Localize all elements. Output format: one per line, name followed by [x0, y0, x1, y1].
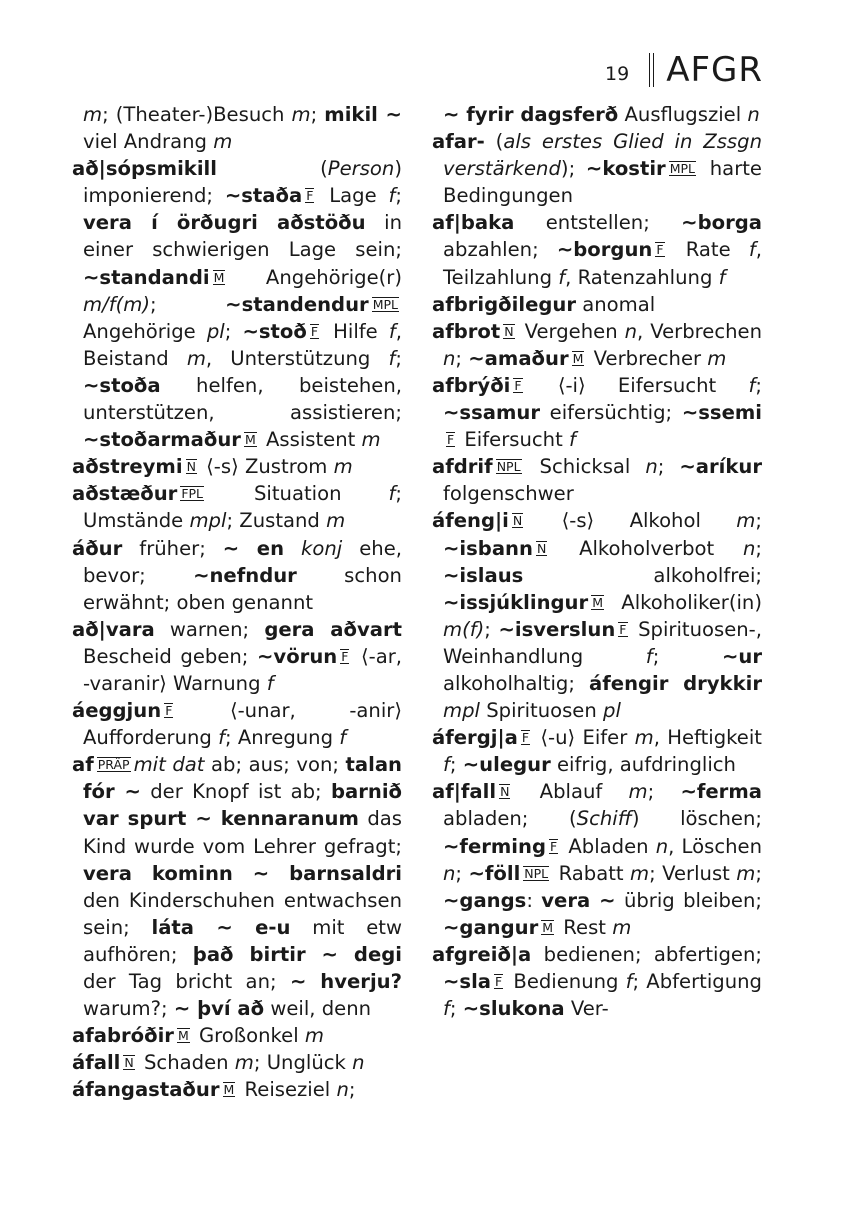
grammar-label: m(f) — [443, 617, 485, 641]
translation-text: ; — [484, 617, 499, 641]
grammar-label: n — [624, 319, 638, 343]
icelandic-phrase: láta ~ e-u — [151, 915, 291, 939]
translation-text: ; — [755, 536, 762, 560]
translation-text: ); — [560, 157, 586, 181]
icelandic-phrase: gera aðvart — [264, 617, 402, 641]
gender-marker: F — [521, 730, 530, 746]
translation-text: abladen; ( — [443, 807, 577, 831]
translation-text: Schaden — [137, 1051, 235, 1075]
grammar-label: f — [645, 644, 653, 668]
icelandic-phrase: ~ hverju? — [289, 970, 402, 993]
translation-text: Situation — [207, 482, 389, 506]
grammar-label: m — [234, 1051, 254, 1075]
grammar-label: f — [266, 671, 274, 695]
translation-text: ( — [484, 130, 504, 154]
translation-text: folgenschwer — [443, 482, 574, 506]
gender-marker: F — [619, 621, 627, 637]
headword: afgreið|a — [432, 942, 532, 966]
translation-text: Lage — [317, 184, 389, 208]
gender-marker: F — [656, 242, 664, 258]
headword: áeggjun — [72, 699, 162, 723]
dictionary-entry — [432, 453, 762, 507]
grammar-label: m — [736, 509, 756, 533]
grammar-label: f — [388, 319, 396, 343]
grammar-label: m — [186, 346, 206, 370]
translation-text: harte Bedingungen — [443, 157, 762, 208]
grammar-label: m — [291, 103, 311, 126]
grammar-label: f — [218, 726, 225, 750]
gender-marker: F — [447, 432, 455, 448]
headword: áfangastaður — [72, 1078, 220, 1102]
grammar-label: als erstes Glied in Zssgn verstärkend — [443, 130, 762, 181]
translation-text: Hilfe — [322, 319, 389, 343]
headword: afbrot — [432, 319, 501, 343]
translation-text: Reiseziel — [238, 1078, 337, 1102]
translation-text: ⟨-unar, -anir⟩ Aufforderung — [83, 699, 402, 750]
headword: af|baka — [432, 211, 515, 235]
icelandic-phrase: ~islaus — [443, 563, 524, 587]
grammar-label: m — [361, 428, 381, 452]
translation-text: Großonkel — [192, 1024, 305, 1048]
gender-marker: F — [550, 838, 558, 854]
headword: afbrigðilegur — [432, 292, 576, 316]
gender-marker: N — [504, 323, 514, 339]
dictionary-entry — [72, 155, 402, 453]
translation-text: abzahlen; — [443, 238, 557, 262]
translation-text: viel Andrang — [83, 130, 214, 154]
translation-text: ; — [755, 509, 762, 533]
translation-text: alkoholfrei; — [523, 563, 762, 587]
dictionary-entry — [72, 453, 402, 480]
icelandic-phrase: ~issjúklingur — [443, 590, 589, 614]
icelandic-phrase: ~ferming — [443, 834, 547, 858]
icelandic-phrase: það birtir ~ degi — [192, 942, 402, 966]
translation-text: alkoholhaltig; — [443, 671, 590, 695]
grammar-label: f — [748, 238, 756, 262]
gender-marker: FPL — [181, 486, 204, 502]
gender-marker: F — [341, 648, 349, 664]
translation-text: , Heftigkeit — [653, 726, 762, 750]
translation-text: ; — [149, 292, 226, 316]
translation-text: ⟨-i⟩ Eifersucht — [525, 373, 749, 397]
grammar-label: n — [443, 346, 456, 370]
icelandic-phrase: barnið var spurt ~ kennaranum — [83, 780, 402, 831]
icelandic-phrase: ~kostir — [585, 157, 666, 181]
grammar-label: n — [655, 834, 669, 858]
icelandic-phrase: ~ferma — [680, 780, 762, 804]
grammar-label: m — [628, 780, 648, 804]
dictionary-entry — [72, 751, 402, 1022]
translation-text: helfen, beistehen, unterstützen, assistieren; — [83, 373, 402, 425]
gender-marker: N — [500, 784, 510, 800]
grammar-label: n — [742, 536, 756, 560]
translation-text: übrig bleiben; — [615, 888, 762, 912]
grammar-label: n — [352, 1051, 365, 1075]
icelandic-phrase: ~borga — [681, 211, 762, 235]
grammar-label: n — [747, 103, 760, 126]
grammar-label: m/f(m) — [83, 292, 150, 316]
grammar-label: m — [707, 346, 727, 370]
left-column — [72, 101, 402, 1103]
dictionary-entry — [432, 507, 762, 724]
translation-text: ab; aus; von; — [204, 753, 346, 777]
translation-text: , Verbrechen — [637, 319, 762, 343]
grammar-label: f — [558, 265, 566, 289]
headword: afar- — [432, 130, 485, 154]
translation-text: früher; — [122, 536, 223, 560]
translation-text: Rest — [557, 915, 613, 939]
translation-text: ; — [310, 103, 325, 126]
guide-word: AFGR — [666, 50, 763, 90]
icelandic-phrase: ~staða — [224, 184, 303, 208]
translation-text: ; Verlust — [649, 861, 737, 885]
translation-text: ; — [647, 780, 681, 804]
translation-text: Abladen — [561, 834, 656, 858]
gender-marker: M — [592, 594, 603, 610]
grammar-label: f — [443, 753, 450, 777]
translation-text: Rabatt — [552, 861, 630, 885]
icelandic-phrase: ~standandi — [83, 265, 210, 289]
translation-text: ehe, bevor; — [83, 536, 402, 587]
translation-text: ) löschen; — [631, 807, 762, 831]
grammar-label: m — [612, 915, 632, 939]
grammar-label: m — [213, 130, 233, 154]
translation-text: in einer schwierigen Lage sein; — [83, 211, 402, 262]
translation-text: Ver- — [564, 997, 609, 1021]
translation-text: ; — [224, 319, 243, 343]
dictionary-entry — [72, 480, 402, 534]
translation-text: mit etw aufhören; — [83, 915, 402, 966]
dictionary-entry — [432, 941, 762, 1022]
translation-text: den Kinderschuhen entwachsen sein; — [83, 888, 402, 939]
gender-marker: MPL — [372, 296, 398, 312]
gender-marker: N — [536, 540, 547, 556]
translation-text: eifersüchtig; — [540, 401, 682, 425]
gender-marker: F — [310, 323, 319, 339]
translation-text: ; Umstände — [83, 482, 402, 533]
translation-text: Rate — [667, 238, 749, 262]
translation-text: ) imponierend; — [83, 157, 402, 208]
gender-marker: F — [495, 974, 503, 989]
grammar-label: m — [736, 861, 756, 885]
translation-text: ; — [755, 373, 762, 397]
translation-text: ; (Theater-)Besuch — [102, 103, 292, 126]
gender-marker: N — [124, 1055, 134, 1071]
gender-marker: M — [572, 350, 584, 366]
icelandic-phrase: ~stoðarmaður — [83, 428, 241, 452]
gender-marker: F — [306, 188, 314, 204]
translation-text: eifrig, aufdringlich — [550, 753, 736, 777]
icelandic-phrase: vera kominn ~ barnsaldri — [83, 861, 402, 885]
grammar-label: mpl — [189, 509, 227, 533]
icelandic-phrase: ~isverslun — [498, 617, 616, 641]
headword: áfall — [72, 1051, 121, 1075]
gender-marker: MPL — [669, 161, 696, 177]
dictionary-entry — [432, 724, 762, 778]
translation-text: Spirituosen — [479, 699, 604, 723]
icelandic-phrase: ~slukona — [462, 997, 565, 1021]
translation-text: entstellen; — [514, 211, 682, 235]
translation-text: , Beistand — [83, 319, 402, 370]
grammar-label: pl — [206, 319, 225, 343]
headword: af — [72, 753, 94, 777]
translation-text: der Tag bricht an; — [83, 970, 290, 993]
icelandic-phrase: ~ en — [222, 536, 285, 560]
icelandic-phrase: ~nefndur — [193, 563, 297, 587]
entry-continuation — [72, 101, 402, 155]
translation-text: ; — [449, 753, 463, 777]
icelandic-phrase: ~sla — [443, 970, 492, 993]
translation-text: Bescheid geben; — [83, 644, 257, 668]
icelandic-phrase: vera í örðugri aðstöðu — [83, 211, 366, 235]
grammar-label: m — [333, 455, 353, 479]
grammar-label: f — [569, 428, 576, 452]
grammar-label: Schiff — [576, 807, 632, 831]
dictionary-entry — [72, 1022, 402, 1049]
translation-text: ⟨-ar, -varanir⟩ Warnung — [83, 644, 403, 695]
icelandic-phrase: ~ því að — [173, 997, 265, 1021]
icelandic-phrase: ~ssemi — [681, 401, 762, 425]
translation-text: ; — [455, 346, 469, 370]
icelandic-phrase: ~ulegur — [462, 753, 551, 777]
translation-text: Schicksal — [524, 455, 646, 479]
translation-text: Eifersucht — [458, 428, 569, 452]
icelandic-phrase: ~ fyrir dagsferð — [443, 103, 619, 126]
icelandic-phrase: áfengir drykkir — [589, 671, 762, 695]
translation-text: schon erwähnt; oben genannt — [83, 563, 402, 614]
entry-continuation — [432, 101, 762, 128]
translation-text — [284, 537, 301, 560]
grammar-label: f — [388, 346, 396, 370]
translation-text: ⟨-s⟩ Alkohol — [526, 509, 737, 533]
dictionary-entry — [72, 616, 402, 697]
grammar-label: konj — [301, 536, 343, 560]
grammar-label: n — [645, 455, 658, 479]
translation-text: Vergehen — [517, 319, 625, 343]
icelandic-phrase: talan fór ~ — [83, 753, 402, 804]
icelandic-phrase: ~borgun — [556, 238, 653, 262]
icelandic-phrase: ~amaður — [468, 346, 569, 370]
grammar-label: n — [443, 861, 456, 885]
translation-text: ; Anregung — [224, 726, 340, 750]
dictionary-entry — [72, 1049, 402, 1076]
translation-text: bedienen; abfertigen; — [531, 942, 762, 966]
gender-marker: M — [213, 269, 225, 285]
grammar-label: n — [336, 1078, 349, 1102]
headword: áfeng|i — [432, 509, 509, 533]
headword: áður — [72, 536, 123, 560]
dictionary-entry — [72, 535, 402, 616]
translation-text: Bedienung — [506, 970, 626, 993]
grammar-label: m — [304, 1024, 325, 1048]
dictionary-entry — [432, 778, 762, 941]
translation-text: das Kind wurde vom Lehrer gefragt; — [83, 807, 402, 858]
headword: afbrýði — [432, 373, 511, 397]
translation-text: ⟨-u⟩ Eifer — [533, 726, 635, 750]
gender-marker: NPL — [524, 865, 549, 881]
translation-text: Verbrecher — [587, 346, 708, 370]
icelandic-phrase: ~stoða — [83, 373, 161, 397]
grammar-label: f — [388, 184, 396, 208]
icelandic-phrase: vera ~ — [541, 888, 616, 912]
icelandic-phrase: ~aríkur — [679, 455, 762, 479]
translation-text: : — [526, 888, 542, 912]
gender-marker: M — [542, 919, 554, 935]
translation-text: Angehörige(r) — [228, 265, 402, 289]
translation-text: warum?; — [83, 997, 174, 1021]
grammar-label: f — [443, 997, 450, 1021]
translation-text: Ausflugsziel — [618, 103, 748, 126]
gender-marker: F — [165, 703, 173, 719]
grammar-label: m — [83, 103, 103, 126]
headword: aðstæður — [72, 482, 178, 506]
page-number: 19 — [605, 63, 630, 85]
dictionary-entry — [432, 128, 762, 209]
headword: afdrif — [432, 455, 493, 479]
translation-text: , Teilzahlung — [443, 238, 762, 289]
headword: af|fall — [432, 780, 497, 804]
gender-marker: M — [244, 432, 256, 448]
icelandic-phrase: ~standendur — [225, 292, 369, 316]
gender-marker: N — [186, 459, 196, 475]
gender-marker: NPL — [496, 459, 521, 475]
translation-text: ; Unglück — [253, 1051, 353, 1075]
grammar-label: Person — [327, 157, 395, 181]
right-column — [432, 101, 762, 1022]
translation-text: ; Abfertigung — [632, 970, 762, 993]
gender-marker: F — [514, 377, 522, 393]
icelandic-phrase: mikil ~ — [324, 103, 402, 126]
translation-text: ; — [455, 861, 469, 885]
grammar-label: mit dat — [133, 753, 205, 777]
gender-marker: N — [512, 513, 523, 529]
icelandic-phrase: ~isbann — [443, 536, 533, 560]
translation-text: Alkoholverbot — [550, 536, 743, 560]
gender-marker: M — [223, 1082, 235, 1098]
translation-text: ; — [755, 861, 762, 885]
icelandic-phrase: ~gangur — [443, 915, 539, 939]
icelandic-phrase: ~ssamur — [443, 401, 540, 425]
gender-marker: PRÄP — [97, 757, 130, 773]
grammar-label: f — [748, 373, 756, 397]
grammar-label: f — [718, 265, 726, 289]
icelandic-phrase: ~stoð — [242, 319, 307, 343]
headword: að|vara — [72, 617, 155, 641]
page-header — [605, 50, 763, 90]
icelandic-phrase: ~gangs — [443, 888, 527, 912]
translation-text: der Knopf ist ab; — [140, 780, 331, 804]
headword: að|sópsmikill — [72, 157, 217, 181]
translation-text: ; — [395, 184, 402, 208]
translation-text: ; — [652, 644, 722, 668]
translation-text: ; — [657, 455, 680, 479]
grammar-label: pl — [603, 699, 621, 723]
dictionary-entry — [72, 697, 402, 751]
translation-text: Assistent — [259, 428, 362, 452]
icelandic-phrase: ~föll — [468, 861, 521, 885]
translation-text: anomal — [576, 292, 656, 316]
translation-text: ; — [449, 997, 463, 1021]
translation-text: Angehörige — [83, 319, 207, 343]
translation-text: , Löschen — [668, 834, 762, 858]
grammar-label: f — [388, 482, 396, 506]
dictionary-entry — [432, 291, 762, 318]
translation-text: ; Zustand — [226, 509, 327, 533]
grammar-label: m — [326, 509, 346, 533]
dictionary-entry — [432, 209, 762, 290]
translation-text: Alkoholiker(in) — [606, 590, 762, 614]
grammar-label: f — [339, 726, 347, 750]
gender-marker: M — [177, 1028, 189, 1044]
translation-text: Spirituosen-, Weinhandlung — [443, 617, 762, 668]
translation-text: weil, denn — [264, 997, 372, 1021]
dictionary-entry — [432, 318, 762, 372]
translation-text: ( — [216, 157, 328, 181]
translation-text: , Unterstützung — [205, 346, 389, 370]
headword: aðstreymi — [72, 455, 183, 479]
translation-text: warnen; — [154, 617, 265, 641]
icelandic-phrase: ~vörun — [257, 644, 338, 668]
headword: afabróðir — [72, 1024, 174, 1048]
grammar-label: mpl — [443, 699, 480, 723]
dictionary-entry — [72, 1076, 402, 1103]
translation-text: , Ratenzahlung — [565, 265, 719, 289]
dictionary-entry — [432, 372, 762, 453]
grammar-label: m — [634, 726, 654, 750]
translation-text: ⟨-s⟩ Zustrom — [199, 455, 334, 479]
translation-text: ; — [395, 346, 402, 370]
grammar-label: m — [630, 861, 650, 885]
translation-text: ; — [348, 1078, 356, 1102]
grammar-label: f — [625, 970, 633, 993]
headword: áfergj|a — [432, 726, 518, 750]
double-bar-divider — [649, 53, 654, 87]
translation-text: Ablauf — [513, 780, 629, 804]
icelandic-phrase: ~ur — [721, 644, 762, 668]
